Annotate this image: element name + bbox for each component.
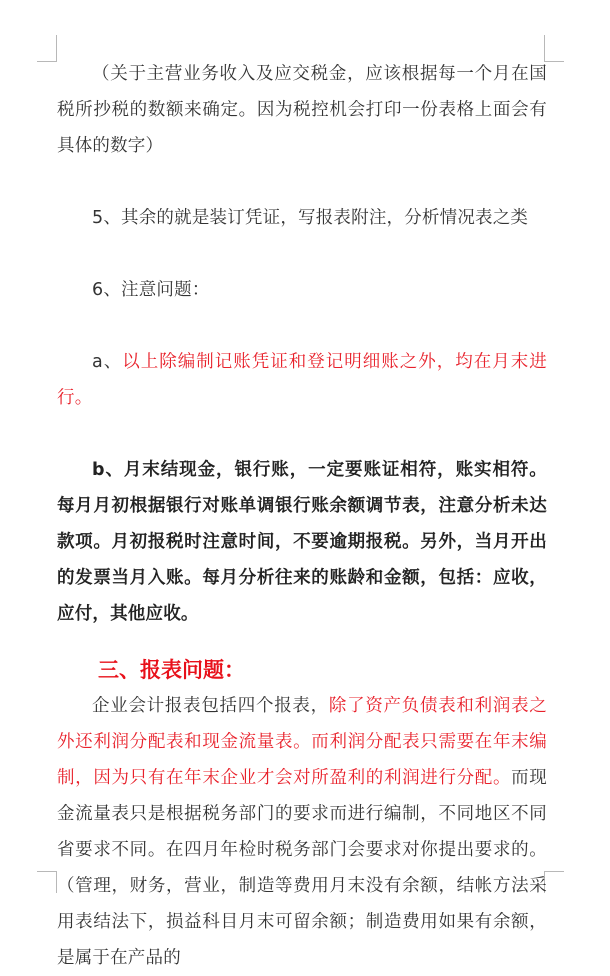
document-body: [57, 56, 547, 976]
note-paragraph: （关于主营业务收入及应交税金，应该根据每一个月在国税所抄税的数额来确定。因为税控机会打印一份表格上面会有具体的数字）: [57, 64, 547, 156]
report-highlight-text: 除了资产负债表和利润表之外还利润分配表和现金流量表。而利润分配表只需要在年末编制，因为只有在年末企业才会对所盈利的利润进行分配。: [57, 696, 547, 788]
report-intro-text: 企业会计报表包括四个报表，: [92, 696, 329, 716]
item-5-paragraph: 5、其余的就是装订凭证，写报表附注，分析情况表之类: [92, 208, 529, 228]
report-issues-paragraph: [57, 688, 547, 976]
item-b-paragraph: b、月末结现金，银行账，一定要账证相符，账实相符。每月月初根据银行对账单调银行账余额调节表，注意分析未达款项。月初报税时注意时间，不要逾期报税。另外，当月开出的发票当月入账。每月分析往来的账龄和金额，包括：应收，应付，其他应收。: [57, 460, 547, 624]
report-continuation-text: 而现金流量表只是根据税务部门的要求而进行编制，不同地区不同省要求不同。在四月年检时税务部门会要求对你提出要求的。（管理，财务，营业，制造等费用月末没有余额，结帐方法采用表结法下，损益科目月末可留余额；制造费用如果有余额，是属于在产品的: [57, 768, 548, 968]
corner-mark-bottom-left: [37, 871, 57, 893]
item-a-paragraph: [57, 344, 547, 416]
corner-mark-top-right: [544, 35, 564, 62]
section-heading-report-issues: 三、报表问题：: [98, 657, 245, 682]
item-a-prefix: a、: [92, 352, 123, 372]
item-6-paragraph: 6、注意问题：: [92, 280, 210, 300]
corner-mark-bottom-right: [544, 871, 564, 893]
item-a-highlight: 以上除编制记账凭证和登记明细账之外，均在月末进行。: [57, 352, 547, 408]
corner-mark-top-left: [37, 35, 57, 62]
